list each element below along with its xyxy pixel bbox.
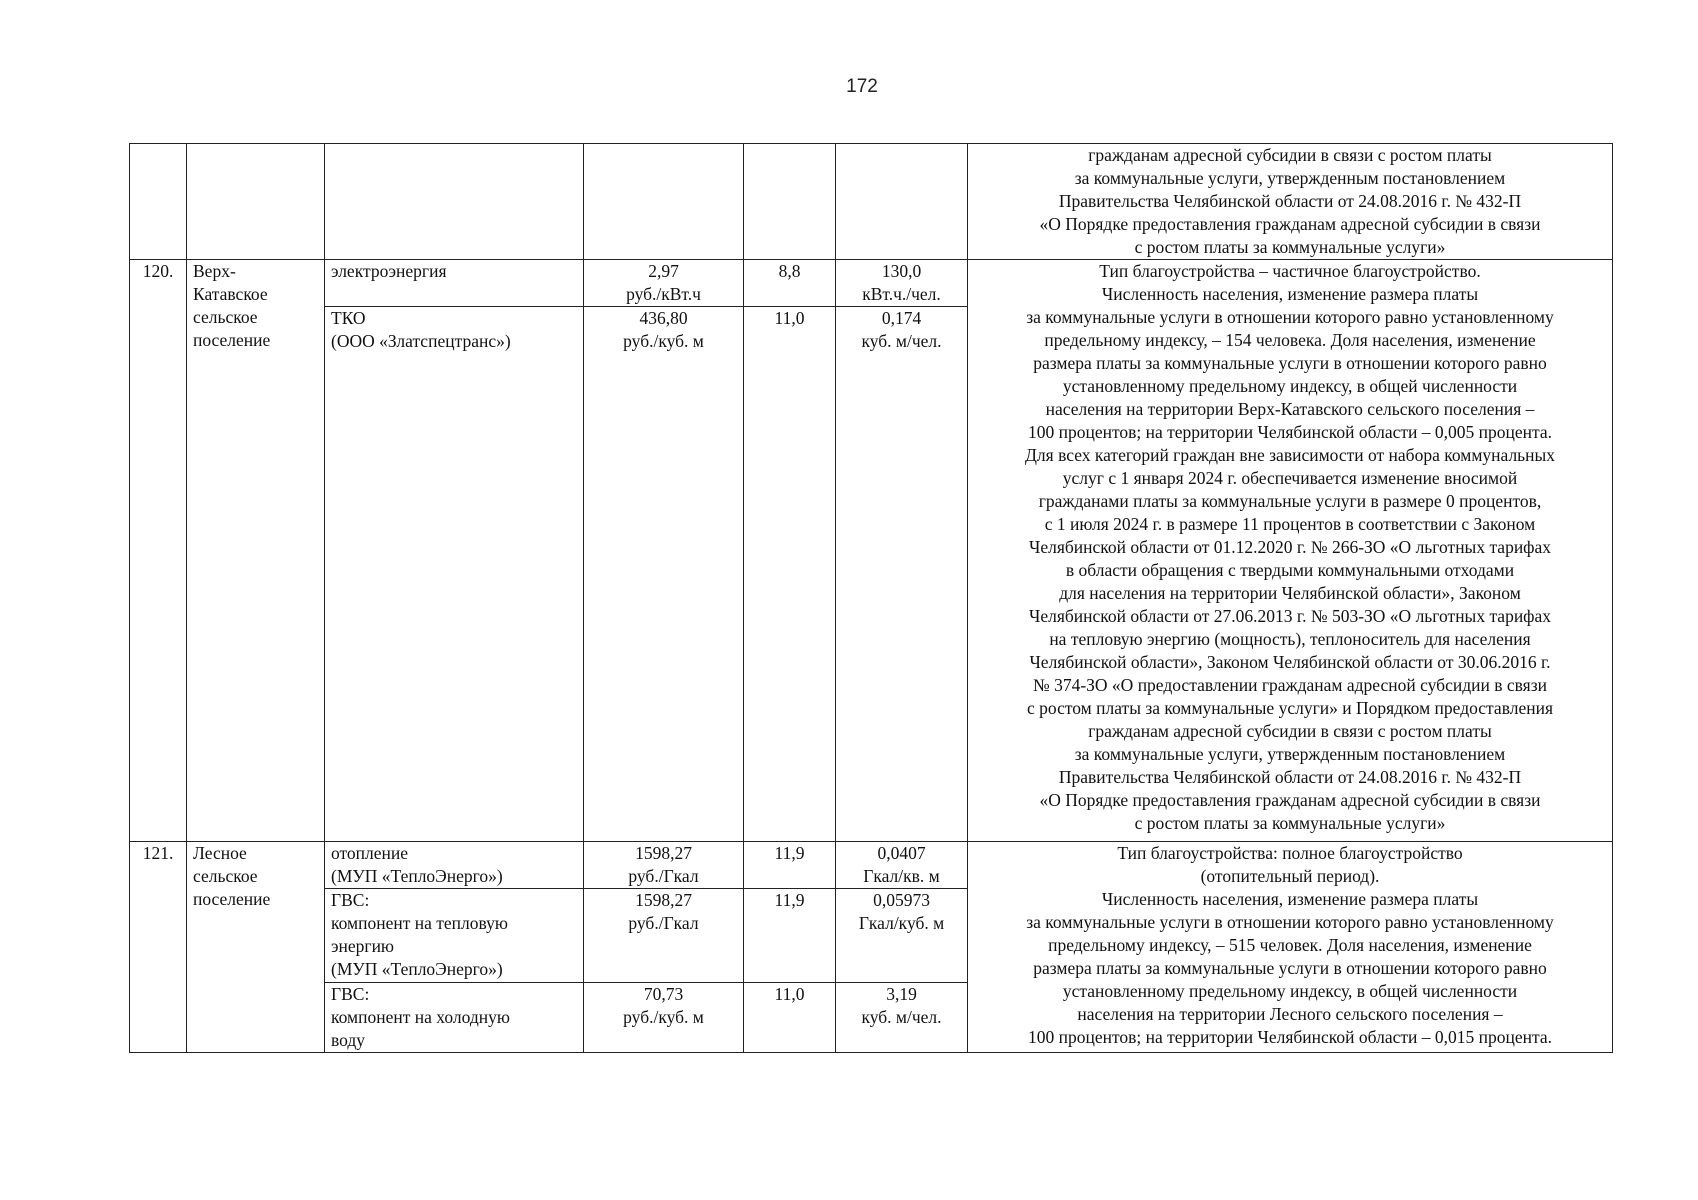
index-value: 11,0 <box>744 307 836 842</box>
index-cell <box>744 144 836 260</box>
table-row-121-heating <box>130 842 1613 889</box>
tariff-value: 436,80 руб./куб. м <box>584 307 744 842</box>
table-row-120-electricity <box>130 260 1613 307</box>
tariff-value: 1598,27 руб./Гкал <box>584 842 744 889</box>
note-cell: Тип благоустройства – частичное благоустройство. Численность населения, изменение размера платы за коммунальные услуги в отношении которого равно установленному предельному индексу, – 154 человека. Доля населения, изменение размера платы за коммунальные услуги в отношении которого равно установленному предельному индексу, в общей численности населения на территории Верх-Катавского сельского поселения – 100 процентов; на территории Челябинской области – 0,005 процента. Для всех категорий граждан вне зависимости от набора коммунальных услуг с 1 января 2024 г. обеспечивается изменение вносимой гражданами платы за коммунальные услуги в размере 0 процентов, с 1 июля 2024 г. в размере 11 процентов в соответствии с Законом Челябинской области от 01.12.2020 г. № 266-ЗО «О льготных тарифах в области обращения с твердыми коммунальными отходами для населения на территории Челябинской области», Законом Челябинской области от 27.06.2013 г. № 503-ЗО «О льготных тарифах на тепловую энергию (мощность), теплоноситель для населения Челябинской области», Законом Челябинской области от 30.06.2016 г. № 374-ЗО «О предоставлении гражданам адресной субсидии в связи с ростом платы за коммунальные услуги» и Порядком предоставления гражданам адресной субсидии в связи с ростом платы за коммунальные услуги, утвержденным постановлением Правительства Челябинской области от 24.08.2016 г. № 432-П «О Порядке предоставления гражданам адресной субсидии в связи с ростом платы за коммунальные услуги» <box>968 260 1613 842</box>
service-name: ГВС: компонент на тепловую энергию (МУП «ТеплоЭнерго») <box>325 889 584 983</box>
settlement-cell <box>187 144 325 260</box>
tariff-cell <box>584 144 744 260</box>
note-cell: Тип благоустройства: полное благоустройство (отопительный период). Численность населения, изменение размера платы за коммунальные услуги в отношении которого равно установленному предельному индексу, – 515 человек. Доля населения, изменение размера платы за коммунальные услуги в отношении которого равно установленному предельному индексу, в общей численности населения на территории Лесного сельского поселения – 100 процентов; на территории Челябинской области – 0,015 процента. <box>968 842 1613 1053</box>
norm-value: 3,19 куб. м/чел. <box>836 983 968 1053</box>
note-line: гражданам адресной субсидии в связи с ростом платы <box>1088 145 1492 165</box>
note-cell <box>968 144 1613 260</box>
tariff-table <box>129 143 1613 1053</box>
index-value: 11,9 <box>744 842 836 889</box>
tariff-value: 1598,27 руб./Гкал <box>584 889 744 983</box>
index-value: 8,8 <box>744 260 836 307</box>
service-name: ГВС: компонент на холодную воду <box>325 983 584 1053</box>
tariff-value: 2,97 руб./кВт.ч <box>584 260 744 307</box>
index-value: 11,9 <box>744 889 836 983</box>
settlement-name: Верх- Катавское сельское поселение <box>187 260 325 842</box>
service-name: электроэнергия <box>325 260 584 307</box>
service-name: отопление (МУП «ТеплоЭнерго») <box>325 842 584 889</box>
norm-value: 130,0 кВт.ч./чел. <box>836 260 968 307</box>
norm-value: 0,0407 Гкал/кв. м <box>836 842 968 889</box>
note-line: «О Порядке предоставления гражданам адресной субсидии в связи <box>1039 214 1541 234</box>
row-number: 121. <box>130 842 187 1053</box>
note-line: с ростом платы за коммунальные услуги» <box>1134 237 1446 257</box>
norm-value: 0,05973 Гкал/куб. м <box>836 889 968 983</box>
page-number: 172 <box>846 76 878 97</box>
norm-cell <box>836 144 968 260</box>
note-line: Правительства Челябинской области от 24.08.2016 г. № 432-П <box>1058 191 1522 211</box>
norm-value: 0,174 куб. м/чел. <box>836 307 968 842</box>
table-row-carryover <box>130 144 1613 260</box>
service-cell <box>325 144 584 260</box>
settlement-name: Лесное сельское поселение <box>187 842 325 1053</box>
tariff-value: 70,73 руб./куб. м <box>584 983 744 1053</box>
row-number-cell <box>130 144 187 260</box>
note-line: за коммунальные услуги, утвержденным постановлением <box>1074 168 1506 188</box>
service-name: ТКО (ООО «Златспецтранс») <box>325 307 584 842</box>
row-number: 120. <box>130 260 187 842</box>
index-value: 11,0 <box>744 983 836 1053</box>
